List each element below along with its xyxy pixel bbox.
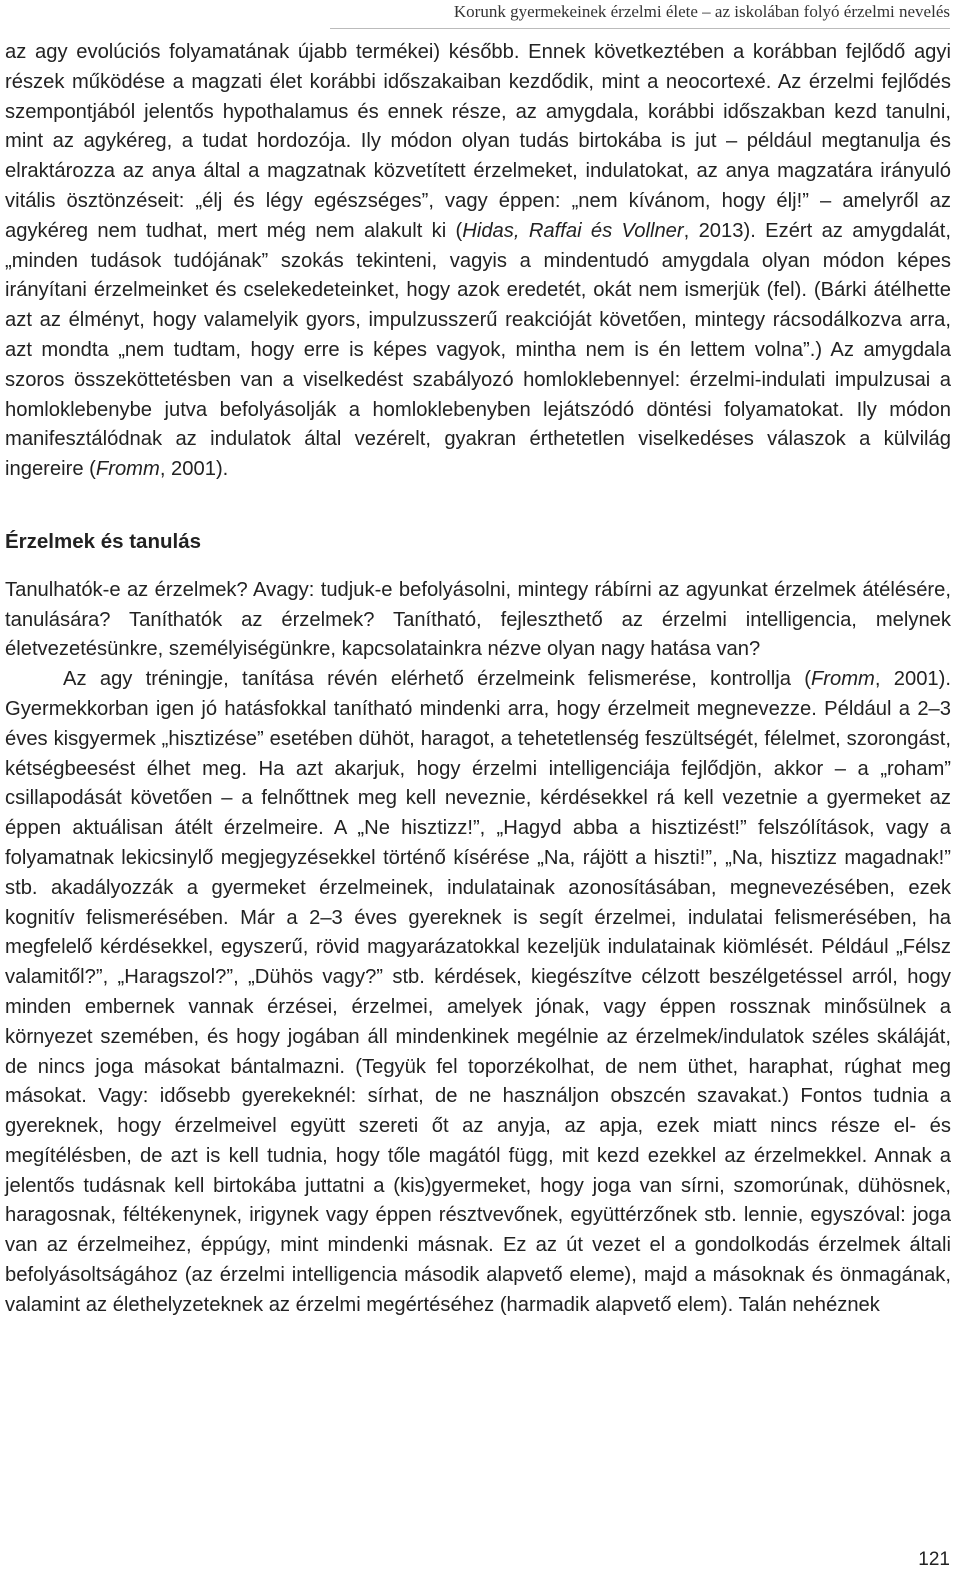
running-head: Korunk gyermekeinek érzelmi élete – az iskolában folyó érzelmi nevelés xyxy=(330,2,950,29)
paragraph-text: , 2001). Gyermekkorban igen jó hatásfokkal tanítható mindenki arra, hogy érzelmeit megnevezze. Például a 2–3 éves kisgyermek „hisztizése” esetében dühöt, haragot, a tehetetlenség feszültségét, félelmet, szorongást, kétségbeesést élhet meg. Ha azt akarjuk, hogy érzelmi intelligenciája fejlődjön, akkor – a „roham” csillapodását követően – a felnőttnek meg kell neveznie, kérdésekkel rá kell vezetnie a gyermeket az éppen aktuálisan átélt érzelmeire. A „Ne hisztizz!”, „Hagyd abba a hisztizést!” felszólítások, vagy a folyamatnak lekicsinylő megjegyzésekkel történő kísérése „Na, rájött a hiszti!”, „Na, hisztizz magadnak!” stb. akadályozzák a gyermeket érzelmeinek, indulatainak azonosításában, megnevezésében, ezek kognitív felismerésében. Már a 2–3 éves gyereknek is segít érzelmei, indulatai felismerésében, ha megfelelő kérdésekkel, egyszerű, rövid magyarázatokkal kezeljük indulatainak kiömlését. Például „Félsz valamitől?”, „Haragszol?”, „Dühös vagy?” stb. kérdések, kiegészítve célzott beszélgetéssel arról, hogy minden embernek vannak érzései, érzelmei, amelyek jónak, vagy éppen rossznak minősülnek a környezet szemében, és hogy jogában áll mindenkinek megélnie az érzelmek/indulatok széles skáláját, de nincs joga másokat bántalmazni. (Tegyük fel toporzékolhat, de nem üthet, haraphat, rúghat meg másokat. Vagy: idősebb gyerekeknél: sírhat, de ne használjon obszcén szavakat.) Fontos tudnia a gyereknek, hogy érzelmeivel együtt szereti őt az anyja, az apja, ezek miatt nincs része el- és megítélésben, de azt is kell tudnia, hogy tőle magától függ, mit kezd ezekkel az érzelmekkel. Annak a jelentős tudásnak kell birtokába juttatni a (kis)gyermeket, hogy joga van sírni, szomorúnak, dühösnek, haragosnak, féltékenynek, irigynek vagy éppen résztvevőnek, együttérzőnek stb. lennie, egyszóval: joga van az érzelmeihez, éppúgy, mint mindenki másnak. Ez az út vezet el a gondolkodás érzelmek általi befolyásoltságához (az érzelmi intelligencia második alapvető eleme), majd a másoknak és önmagának, valamint az élethelyzeteknek az érzelmi megértéséhez (harmadik alapvető elem). Talán nehéznek xyxy=(5,668,951,1316)
paragraph-text: Az agy tréningje, tanítása révén elérhető érzelmeink felismerése, kontrollja ( xyxy=(63,668,811,691)
paragraph-text: , 2013). Ezért az amygdalát, „minden tudások tudójának” szokás tekinteni, vagyis a mindentudó amygdala olyan módon képes irányítani érzelmeinket és cselekedeteinket, hogy azok eredetét, okát nem ismerjük (fel). (Bárki átélhette azt az élményt, hogy valamelyik gyors, impulzusszerű reakcióját követően, mintegy rácsodálkozva arra, azt mondta „nem tudtam, hogy erre is képes vagyok, mintha nem is én lettem volna”.) Az amygdala szoros összeköttetésben van a viselkedést szabályozó homloklebennyel: érzelmi-indulati impulzusai a homloklebenybe jutva befolyásolják a homloklebenyben lejátszódó döntési folyamatokat. Ily módon manifesztálódnak az indulatok által vezérelt, gyakran érthetetlen viselkedéses válaszok a külvilág ingereire ( xyxy=(5,219,951,481)
citation: Hidas, Raffai és Vollner xyxy=(462,219,684,242)
paragraph-amygdala xyxy=(5,38,951,485)
paragraph-text: az agy evolúciós folyamatának újabb termékei) később. Ennek következtében a korábban fejlődő agyi részek működése a magzati élet korábbi időszakaiban kezdődik, mint a neocortexé. Az érzelmi fejlődés szempontjából jelentős hypothalamus és ennek része, az amygdala, korábbi időszakban kezd tanulni, mint az agykéreg, a tudat hordozója. Ily módon olyan tudás birtokába is jut – például megtanulja és elraktározza az anya által a magzatnak közvetített érzelmeket, indulatokat, az anya magzatára irányuló vitális ösztönzéseit: „élj és légy egészséges”, vagy éppen: „nem kívánom, hogy élj!” – amelyről az agykéreg nem tudhat, mert még nem alakult ki ( xyxy=(5,41,951,242)
citation: Fromm xyxy=(810,668,875,691)
section-heading: Érzelmek és tanulás xyxy=(5,529,201,553)
paragraph-text: , 2001). xyxy=(159,458,229,481)
paragraph-training xyxy=(5,665,951,1321)
citation: Fromm xyxy=(95,458,160,481)
paragraph-questions: Tanulhatók-e az érzelmek? Avagy: tudjuk-e befolyásolni, mintegy rábírni az agyunkat érzelmek átélésére, tanulására? Taníthatók az érzelmek? Tanítható, fejleszthető az érzelmi intelligencia, melynek életvezetésünkre, személyiségünkre, kapcsolatainkra nézve olyan nagy hatása van? xyxy=(5,578,951,661)
page-number: 121 xyxy=(918,1549,950,1570)
page-content xyxy=(5,38,951,1321)
